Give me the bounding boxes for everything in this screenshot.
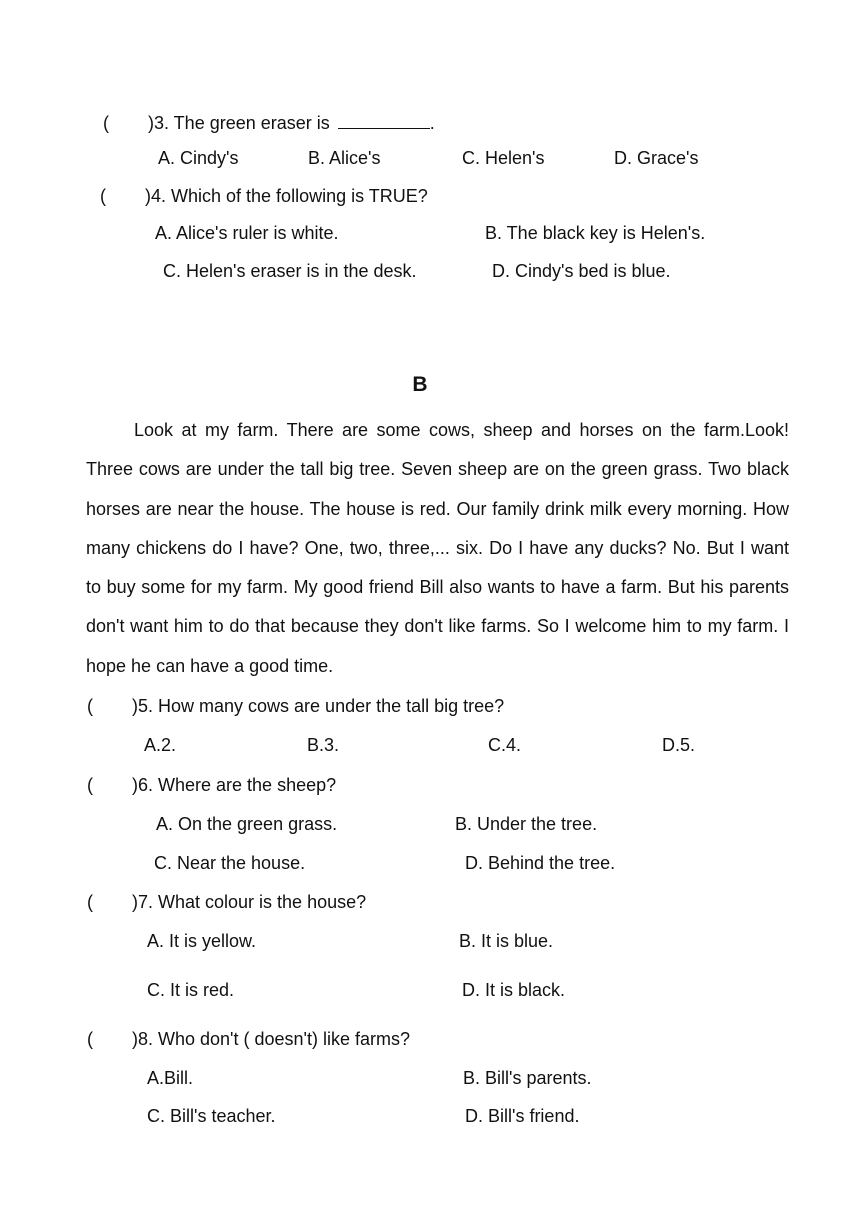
option-d: D. Grace's (614, 148, 699, 168)
question-stem: )5. How many cows are under the tall big tree? (132, 696, 505, 716)
question-stem (148, 114, 435, 132)
question-stem: )4. Which of the following is TRUE? (145, 186, 428, 206)
option-c: C. Bill's teacher. (147, 1106, 276, 1126)
option-b: B. Alice's (308, 148, 381, 168)
reading-passage: Look at my farm. There are some cows, sheep and horses on the farm.Look! Three cows are under the tall big tree. Seven sheep are on the green grass. Two black horses are near the house. The house is red. Our family drink milk every morning. How many chickens do I have? One, two, three,... six. Do I have any ducks? No. But I want to buy some for my farm. My good friend Bill also wants to have a farm. But his parents don't want him to do that because they don't like farms. So I welcome him to my farm. I hope he can have a good time. (86, 420, 789, 676)
option-c: C. Near the house. (154, 853, 306, 873)
option-b: B. It is blue. (459, 931, 554, 951)
option-c: C. It is red. (147, 980, 235, 1000)
question-stem: )8. Who don't ( doesn't) like farms? (132, 1029, 410, 1049)
option-a: A.2. (144, 735, 177, 755)
option-a: A. It is yellow. (147, 931, 257, 951)
question-stem-end: . (429, 113, 435, 133)
question-stem-text: )3. The green eraser is (148, 113, 330, 133)
option-a: A. On the green grass. (156, 814, 338, 834)
option-b: B.3. (307, 735, 340, 755)
question-stem: )6. Where are the sheep? (132, 775, 337, 795)
answer-blank (338, 127, 430, 129)
option-c: C. Helen's (462, 148, 545, 168)
option-c: C.4. (488, 735, 522, 755)
option-d: D. It is black. (462, 980, 566, 1000)
question-stem: )7. What colour is the house? (132, 892, 367, 912)
option-d: D. Cindy's bed is blue. (492, 261, 671, 281)
option-a: A.Bill. (147, 1068, 194, 1088)
option-b: B. Bill's parents. (463, 1068, 592, 1088)
answer-paren: ( (87, 1029, 93, 1049)
option-a: A. Cindy's (158, 148, 239, 168)
answer-paren: ( (87, 892, 93, 912)
answer-paren: ( (100, 186, 106, 206)
answer-paren: ( (87, 696, 93, 716)
option-b: B. Under the tree. (455, 814, 598, 834)
option-b: B. The black key is Helen's. (485, 223, 706, 243)
section-title: B (412, 373, 428, 396)
option-a: A. Alice's ruler is white. (155, 223, 339, 243)
option-c: C. Helen's eraser is in the desk. (163, 261, 417, 281)
answer-paren: ( (103, 113, 109, 133)
answer-paren: ( (87, 775, 93, 795)
option-d: D. Bill's friend. (465, 1106, 580, 1126)
option-d: D. Behind the tree. (465, 853, 616, 873)
option-d: D.5. (662, 735, 696, 755)
